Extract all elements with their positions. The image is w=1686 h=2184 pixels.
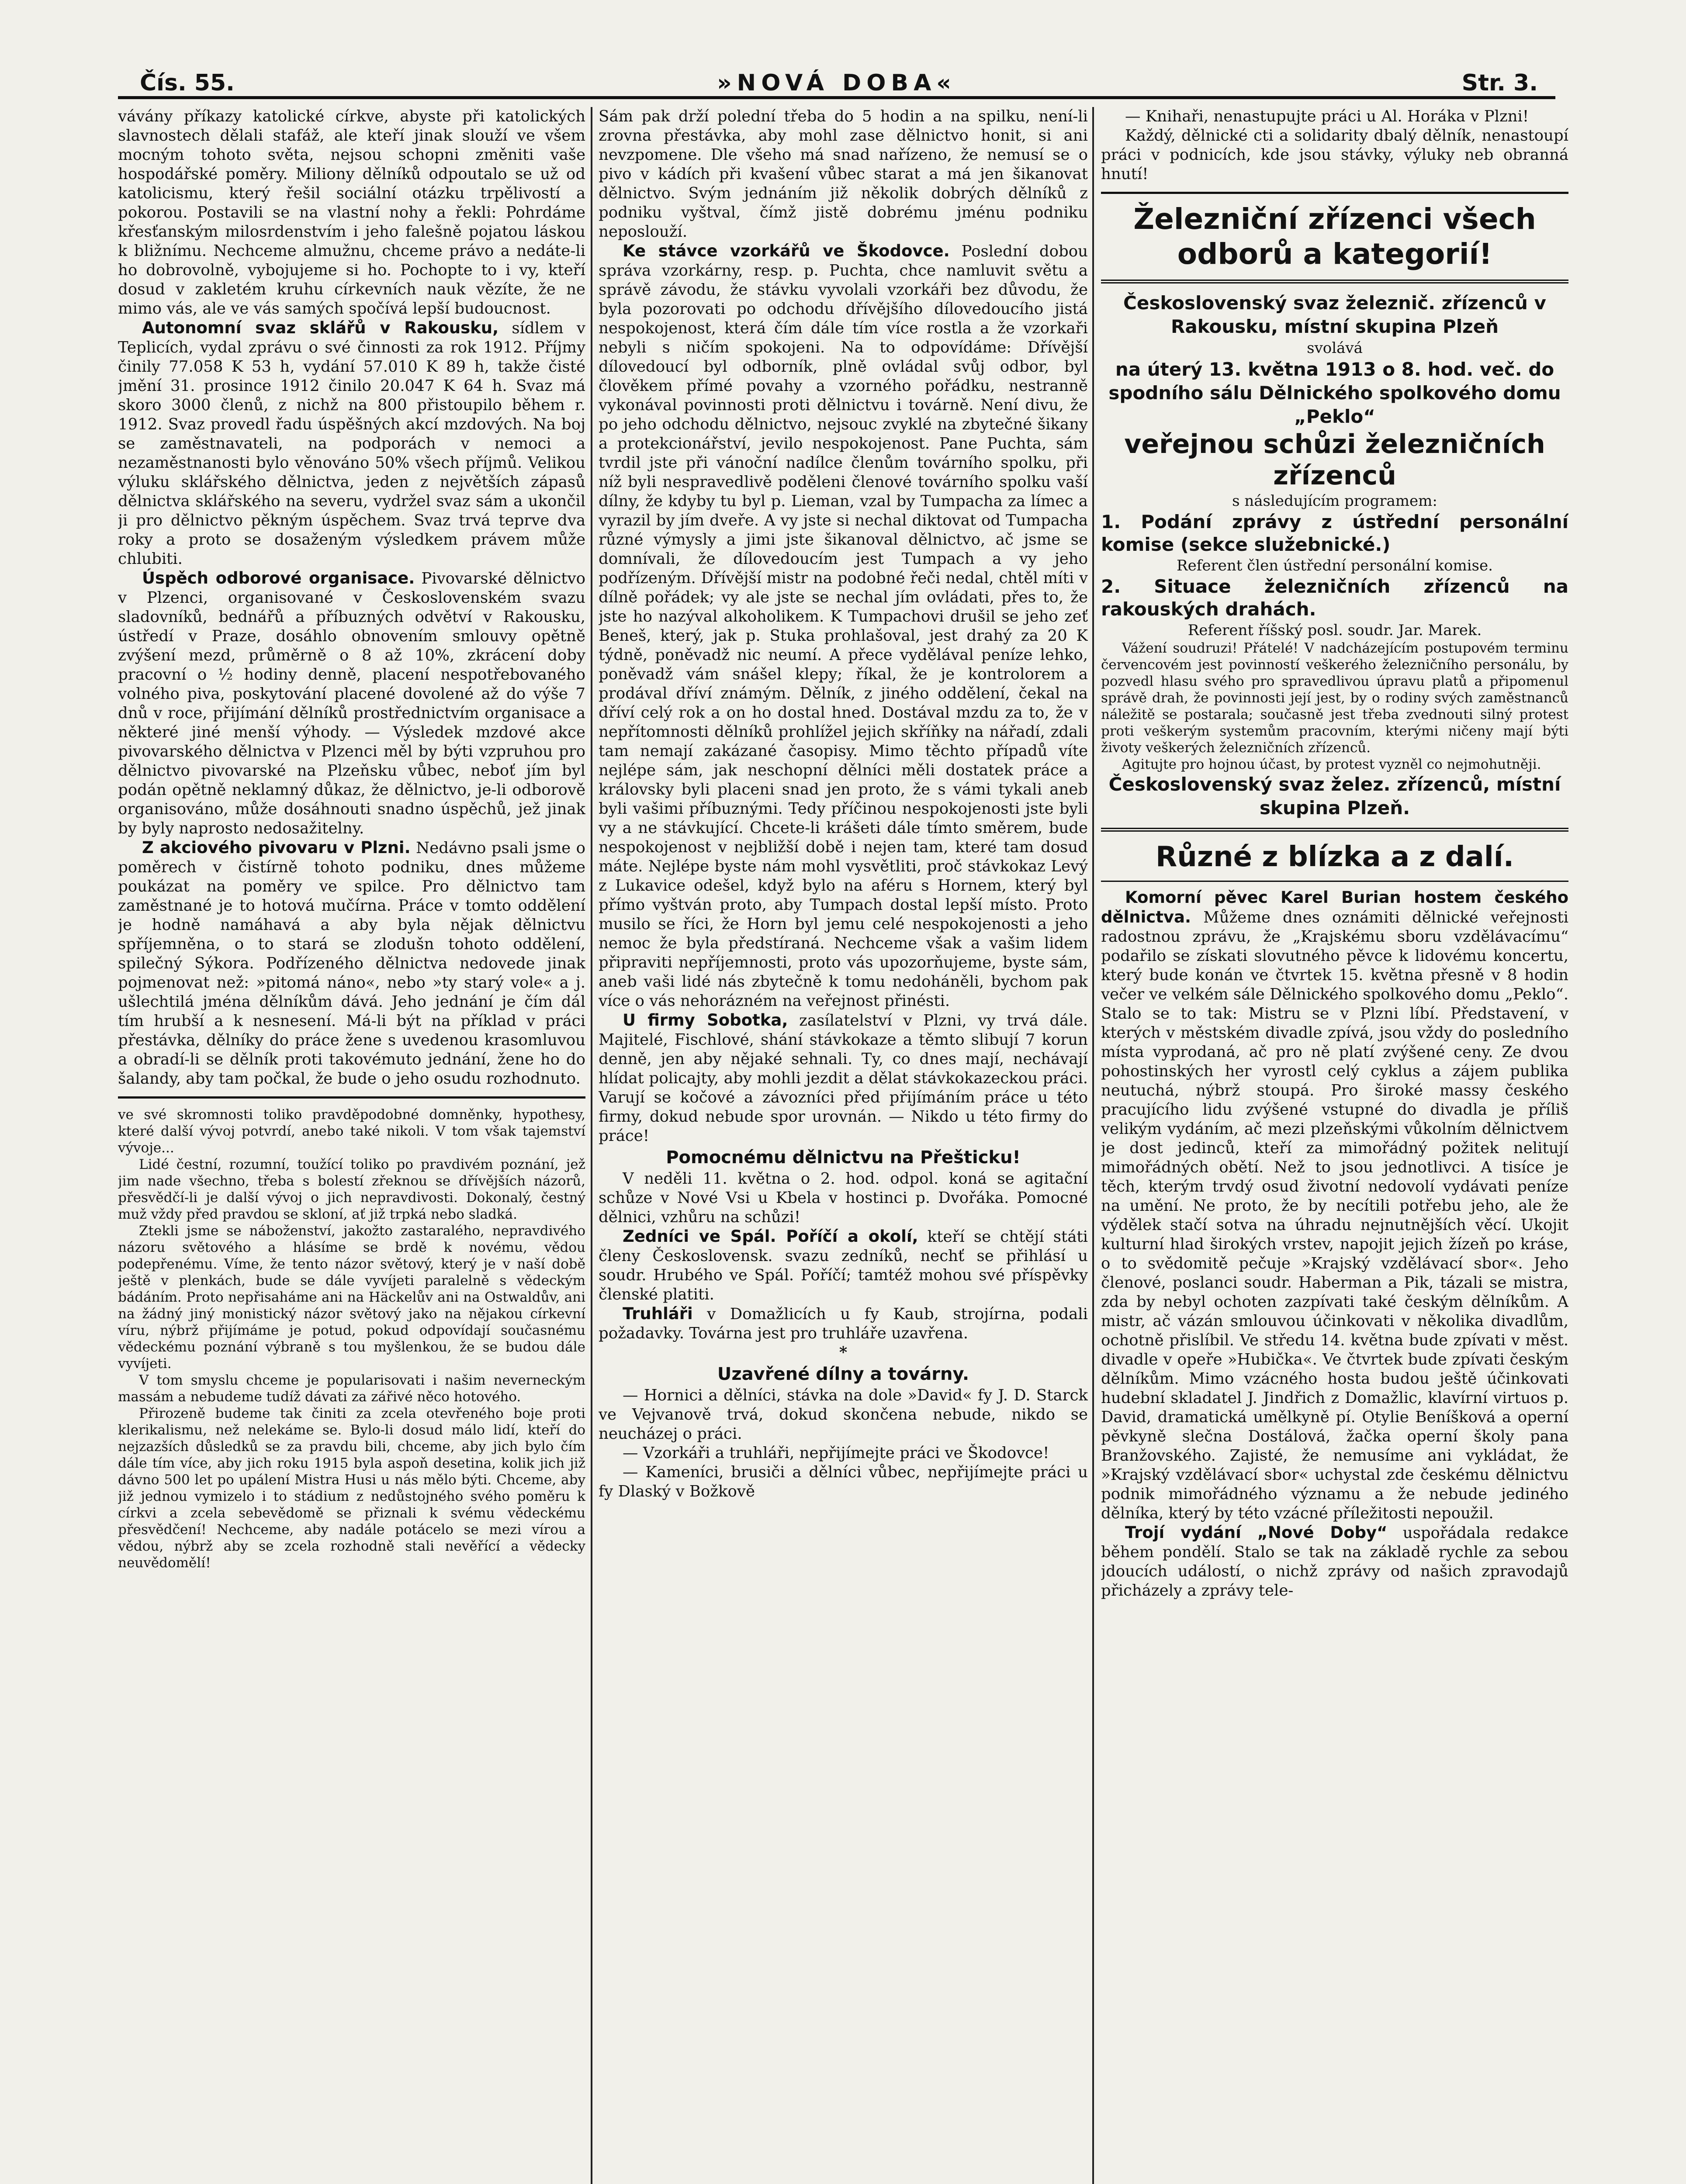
article-text: Pivovarské dělnictvo v Plzenci, organisované v Československém svazu sladovníků, bednářů a příbuzných odvětví v Rakousku, ústředí v Praze, dosáhlo obnovením smlouvy opětně zvýšení mezd, průměrně o 8 až 10%, zkrácení doby pracovní o ½ hodiny denně, placení nespotřebovaného volného piva, poskytování placené dovolené až do výše 7 dnů v roce, přijímání dělníků prostřednictvím organisace a některé jiné menší výhody. — Výsledek mzdové akce pivovarského dělnictva v Plzenci měl by býti vzpruhou pro dělnictvo pivovarské na Plzeňsku vůbec, neboť jím byl podán opětně neklamný důkaz, že dělnictvo, je-li odborově organisováno, může dosáhnouti snadno úspěchů, jež jinak by byly naprosto nedosažitelny. <box>118 570 585 837</box>
column-3 <box>1101 107 1568 2184</box>
article-heading: Úspěch odborové organisace. <box>142 569 415 587</box>
article-text: V neděli 11. května o 2. hod. odpol. koná se agitační schůze v Nové Vsi u Kbela v hostinci p. Dvořáka. Pomocné dělnici, vzhůru na schůzi! <box>599 1170 1088 1226</box>
article-continuation: Sám pak drží polední třeba do 5 hodin a na spilku, není-li zrovna přestávka, aby mohl zase dělnictvo honit, si ani nevzpomene. Dle všeho má snad nařízeno, že nemusí se o pivo v kádích při kvašení vůbec starat a má jen šikanovat dělnictvo. Svým jednáním již několik dobrých dělníků z podniku vyštval, čímž jistě dobrému jménu podniku neposlouží. <box>599 107 1088 241</box>
feuilleton-paragraph: Ztekli jsme se náboženství, jakožto zastaralého, nepravdivého názoru světového a hlásíme se brdě k novému, vědou podepřenému. Víme, že tento názor světový, který je v naší době ještě v plenkách, bude se dále vyvíjeti paralelně s vědeckým bádáním. Proto nepřisaháme ani na Häckelův ani na Ostwaldův, ani na žádný jiný monistický názor světový jako na nějakou církevní víru, nýbrž přijímáme je potud, pokud odpovídají současnému vědeckému poznání výbraně s tou myšlenkou, že se budou dále vyvíjeti. <box>118 1223 585 1372</box>
divider <box>1101 192 1568 194</box>
divider <box>1101 280 1568 283</box>
advert-verb: svolává <box>1307 339 1363 357</box>
advert-paragraph: Agitujte pro hojnou účast, by protest vyzněl co nejmohutněji. <box>1122 757 1541 772</box>
article-heading: Pomocnému dělnictvu na Přešticku! <box>666 1147 1021 1168</box>
article-heading: Komorní pěvec Karel Burian hostem českého dělnictva. <box>1101 888 1568 926</box>
notice: — Vzorkáři a truhláři, nepřijímejte práci ve Škodovce! <box>623 1444 1049 1462</box>
program-item: 1. Podání zprávy z ústřední personální komise (sekce služebnické.) <box>1101 511 1568 555</box>
column-rule <box>591 107 592 2184</box>
article-text: Poslední dobou správa vzorkárny, resp. p. Puchta, chce namluvit světu a správě závodu, že stávku vyvolali vzorkáři bez důvodu, že byla pozorovati po odchodu dřívějšího dílovedoucího jistá nespokojenost, která čím dále tím více rostla a že vzorkaři nebyli s ničím spokojeni. Na to odpovídáme: Dřívější dílovedoucí byl odborník, plně ovládal svůj odbor, byl člověkem přímé povahy a vzorného pořádku, nestranně vykonával povinnosti proti dělnictvu i továrně. Není divu, že po jeho odchodu dělnictvo, nejsouc zvyklé na zbytečné šikany a protekcionářství, jevilo nespokojenost. Pane Puchta, sám tvrdil jste při vánoční nadílce členům továrního spolku, při níž byli nespravedlivě poděleni členové továrního spolku vaší dílny, že kdyby tu byl p. Lieman, vzal by Tumpacha za límec a vyrazil by jím dveře. A vy jste si nechal diktovat od Tumpacha různé výmysly a jimi jste šikanoval dělnictvo, ač jsme se domnívali, že dílovedoucím jest Tumpach a vy jeho podřízeným. Dřívější mistr na podobné řeči nedal, chtěl míti v dílně pořádek; vy ale jste se nechal jím ovládati, přes to, že jste ho nazýval alkoholikem. K Tumpachovi drušil se jeho zeť Beneš, který, jak p. Stuka prohlašoval, jest drahý za 20 K týdně, poněvadž nic neumí. A přece vydělával peníze lehko, poněvadž vám snášel klepy; říkal, že je kontrolorem a prodával dříví známým. Dělník, z jiného oddělení, čekal na dříví celý rok a on ho dostal hned. Dostával mzdu za to, že v nepřítomnosti dělníků prohlížel jejich skříňky na nářadí, zdali tam nemají zakázané časopisy. Mimo těchto případů víte nejlépe sám, jak neschopní dělníci měli dostatek práce a královsky byli placeni snad jen proto, že s vámi tykali aneb byli vašimi příbuznými. Tedy příčinou nespokojenosti jste byli vy a ne stávkující. Chcete-li krášeti dále tímto směrem, bude nespokojenost v nejbližší době i nejen tam, které tam dosud máte. Nejlépe byste nám mohl vysvětliti, proč stávkokaz Levý z Lukavice odešel, když bylo na aféru s Hornem, který byl přímo vyštván proto, aby Tumpach dostal lepší místo. Proto musilo se říci, že Horn byl jemu celé nespokojenosti a jeho nemoc že byla předstíraná. Nechceme však a vašim lidem připraviti nepříjemnosti, proto vás upozorňujeme, byste sám, aneb vaši lidé nás zbytečně k tomu nedoháněli, bychom pak více o vás nehorázném na veřejnost přinésti. <box>599 242 1088 1010</box>
feuilleton-paragraph: V tom smyslu chceme je popularisovati i našim neverneckým massám a nebudeme tudíž dávati za zářivé něco hotového. <box>118 1372 585 1405</box>
masthead <box>118 61 1555 96</box>
notice: — Knihaři, nenastupujte práci u Al. Horáka v Plzni! <box>1125 107 1529 125</box>
article-heading: Autonomní svaz sklářů v Rakousku, <box>142 318 499 337</box>
advert-signature: Československý svaz želez. zřízenců, místní skupina Plzeň. <box>1108 774 1561 819</box>
divider <box>118 1096 585 1099</box>
article-text: uspořádala redakce během pondělí. Stalo se tak na základě rychle za sebou jdoucích událostí, o nichž zprávy od našich zpravodajů přicházely a zprávy tele- <box>1101 1524 1568 1600</box>
section-title: Různé z blízka a z dalí. <box>1155 841 1514 873</box>
feuilleton-paragraph: ve své skromnosti toliko pravděpodobné domněnky, hypothesy, které další vývoj potvrdí, anebo také nikoli. V tom však tajemství vývoje... <box>118 1107 585 1156</box>
column-rule <box>1092 107 1094 2184</box>
program-item: 2. Situace železničních zřízenců na rakouských drahách. <box>1101 576 1568 620</box>
advert-organizer: Československý svaz železnič. zřízenců v Rakousku, místní skupina Plzeň <box>1123 292 1546 337</box>
program-referent: Referent člen ústřední personální komise. <box>1177 557 1493 574</box>
notice: — Kameníci, brusiči a dělníci vůbec, nepřijímejte práci u fy Dlaský v Božkově <box>599 1463 1088 1500</box>
article-heading: U firmy Sobotka, <box>623 1011 788 1030</box>
article-text: Nedávno psali jsme o poměrech v čistírně tohoto podniku, dnes můžeme poukázat na poměry ve spilce. Pro dělnictvo tam zaměstnané je to hotová mučírna. Práce v tomto oddělení je hodně namáhavá a aby byla nějak dělnictvu spříjemněna, o to stará se zlodušn tohoto oddělení, spilečný Sýkora. Podřízeného dělnictva nedovede jinak pojmenovat než: »pitomá náno«, nebo »ty starý vole« a j. ušlechtilá jména dělníkům dává. Jeho jednání je čím dál tím hrubší a k nesnesení. Má-li být na příklad v práci přestávka, dělníky do práce žene s uvedenou krasomluvou a obradí-li se dělník proti takovémuto jednání, žene ho do šalandy, aby tam počkal, že bude o jeho osudu rozhodnuto. <box>118 839 585 1088</box>
article-heading: Ke stávce vzorkářů ve Škodovce. <box>623 242 950 260</box>
feuilleton-paragraph: Lidé čestní, rozumní, toužící toliko po pravdivém poznání, jež jim nade všechno, třeba s bolestí zřeknou se dřívějších názorů, přesvědčí-li je další vývoj o jich nepravdivosti. Dokonalý, čestný muž vždy před pravdou se skloní, ať již trpká nebo sladká. <box>118 1157 585 1222</box>
notice: — Hornici a dělníci, stávka na dole »David« fy J. D. Starck ve Vejvanově trvá, dokud skončena nebude, nikdo se neucházej o práci. <box>599 1386 1088 1443</box>
article-text: v Domažlicích u fy Kaub, strojírna, podali požadavky. Továrna jest pro truhláře uzavřena. <box>599 1305 1088 1342</box>
separator-star: * <box>839 1344 848 1362</box>
advert-meeting: veřejnou schůzi železničních zřízenců <box>1124 429 1545 491</box>
article-text: Můžeme dnes oznámiti dělnické veřejnosti radostnou zprávu, že „Krajskému sboru vzdělávacímu“ podařilo se získati slovutného pěvce k lidovému koncertu, který bude konán ve čtvrtek 15. května přesně v 8 hodin večer ve velkém sále Dělnického spolkového domu „Peklo“. Stalo se to tak: Mistru se v Plzni líbí. Představení, v kterých v městském divadle zpívá, jsou vždy do posledního místa vyprodaná, ač pro ně platí zvýšené ceny. Ze dvou pohostinských her vyrostl celý cyklus a zájem publika neutuchá, nýbrž stoupá. Pro široké massy českého pracujícího lidu zvýšené vstupné do divadla je příliš velikým vydáním, ač mezi plzeňskými vůkolním dělnictvem je dost jedinců, kteří za mimořádný požitek nelitují mimořádných obětí. Než to jsou jednotlivci. A tisíce je těch, kterým trvdý osud životní nedovolí vydávati peníze na umění. Ne proto, že by necítili potřebu jeho, ale že výdělek stačí sotva na úhradu nejnutnějších věcí. Ukojit kulturní hlad širokých vrstev, napojit jejich žízeň po kráse, o to svědomitě pečuje »Krajský vzdělávací sbor«. Jeho členové, poslanci soudr. Haberman a Pik, tázali se mistra, zda by nebyl ochoten zazpívati také českým dělníkům. A mistr, ač vázán smlouvou účinkovati v několika divadlům, ochotně přislíbil. Ve středu 14. května bude zpívati v měst. divadle v opeře »Hubička«. Ve čtvrtek bude zpívati českým dělníkům. Mimo vzácného hosta budou ještě účinkovati hudební skladatel J. Jindřich z Domažlic, klavírní virtuos p. David, dramatická umělkyně pí. Otylie Beníšková a operní pěvkyně slečna Dostálová, žačka operní školy pana Branžovského. Zajisté, že nemusíme ani vykládat, že »Krajský vzdělávací sbor« uchystal zde českému dělnictvu podnik mimořádného významu a že nebude jediného dělníka, který by této vzácné příležitosti nepoužil. <box>1101 909 1568 1522</box>
article-text: zasílatelství v Plzni, vy trvá dále. Majitelé, Fischlové, shání stávkokaze a těmto slibují 7 korun denně, jen aby nějaké sehnali. Ty, co dnes mají, nechávají hlídat policajty, aby mohli jezdit a dělat stávkokazeckou práci. Varují se kočové a závozníci před přijímáním práce u této firmy, dokud nebude spor urovnán. — Nikdo u této firmy do práce! <box>599 1012 1088 1145</box>
advert-when: na úterý 13. května 1913 o 8. hod. več. do spodního sálu Dělnického spolkového domu „Peklo“ <box>1108 359 1561 427</box>
advert-paragraph: Vážení soudruzi! Přátelé! V nadcházejícím postupovém terminu červencovém jest povinností veškerého železničního personálu, by pozvedl hlasu svého pro spravedlivou úpravu platů a připomenul správě drah, že povinnosti její jest, by o rodiny svých zaměstnanců náležitě se postarala; současně jest třeba zvednouti silný protest proti veškerým systemům pracovním, kterými ničeny mají býti životy veškerých železničních zřízenců. <box>1101 640 1568 756</box>
article-heading: Z akciového pivovaru v Plzni. <box>142 838 411 857</box>
divider <box>1101 881 1568 882</box>
divider <box>1101 828 1568 832</box>
article-text: kteří se chtějí státi členy Československ. svazu zedníků, nechť se přihlásí u soudr. Hrubého ve Spál. Poříčí; tamtéž mohou své příspěvky členské platiti. <box>599 1228 1088 1303</box>
column-1 <box>118 107 585 2184</box>
advert-title: Železniční zřízenci všech odborů a kategorií! <box>1133 202 1536 271</box>
article-heading: Trojí vydání „Nové Doby“ <box>1125 1523 1388 1542</box>
paper-name: »NOVÁ DOBA« <box>717 70 956 96</box>
article-heading: Uzavřené dílny a továrny. <box>717 1364 969 1384</box>
header-rule <box>118 96 1555 99</box>
page-number: Str. 3. <box>1461 70 1538 96</box>
advert-program-intro: s následujícím programem: <box>1232 492 1437 510</box>
program-referent: Referent říšský posl. soudr. Jar. Marek. <box>1187 622 1482 639</box>
issue-number: Čís. 55. <box>140 70 235 96</box>
article-heading: Zedníci ve Spál. Poříčí a okolí, <box>623 1227 918 1246</box>
article-continuation: vávány příkazy katolické církve, abyste při katolických slavnostech dělali stafáž, ale kteří jinak slouží ve všem mocným tohoto světa, nejsou schopni změniti vaše hospodářské poměry. Miliony dělníků odpoutalo se už od katolicismu, který řešil sociální otázku trpělivostí a pokorou. Postavili se na vlastní nohy a řekli: Pohrdáme křesťanským milosrdenstvím i jeho falešně pojatou láskou k bližnímu. Nechceme almužnu, chceme právo a nedáte-li ho dobrovolně, vybojujeme si ho. Pochopte to i vy, kteří dosud v zakletém kruhu církevních nauk vězíte, že ne mimo vás, ale ve vás samých spočívá lepší budoucnost. <box>118 107 585 318</box>
notice: Každý, dělnické cti a solidarity dbalý dělník, nenastoupí práci v podnicích, kde jsou stávky, výluky neb obranná hnutí! <box>1101 127 1568 183</box>
article-text: sídlem v Teplicích, vydal zprávu o své činnosti za rok 1912. Příjmy činily 77.058 K 53 h, vydání 57.010 K 89 h, takže čisté jmění 31. prosince 1912 činilo 20.047 K 64 h. Svaz má skoro 3000 členů, z nichž na 800 přistoupilo během r. 1912. Svaz provedl řadu úspěšných akcí mzdových. Na boj se zaměstnavateli, na podporách v nemoci a nezaměstnanosti bylo věnováno 50% všech příjmů. Velikou výluku sklářského dělnictva, jeden z největších zápasů dělnictva sklářského na severu, vydržel svaz sám a ukončil ji pro dělnictvo pěkným úspěchem. Svaz trvá teprve dva roky a proto se dosaženým výsledkem právem může chlubiti. <box>118 319 585 568</box>
feuilleton-paragraph: Přirozeně budeme tak činiti za zcela otevřeného boje proti klerikalismu, než nelekáme se. Bylo-li dosud málo lidí, kteří do nejzazších důsledků se za pravdu bili, chceme, aby jich bylo čím dále tím více, aby jich roku 1915 byla aspoň desetina, kolik jich již dávno 500 let po upálení Mistra Husi u nás mělo býti. Chceme, aby již jednou vymizelo i to stádium z nedůstojného svého poměru k církvi a zcela sebevědomě se přiznali k svému vědeckému přesvědčení! Nechceme, aby nadále potácelo se mezi vírou a vědou, nýbrž aby se zcela rozhodně stali nevěřící a vědecky neuvědomělí! <box>118 1406 585 1571</box>
advert-body <box>1101 640 1568 773</box>
feuilleton <box>118 1106 585 1571</box>
column-2 <box>599 107 1088 2184</box>
article-heading: Truhláři <box>623 1304 693 1323</box>
